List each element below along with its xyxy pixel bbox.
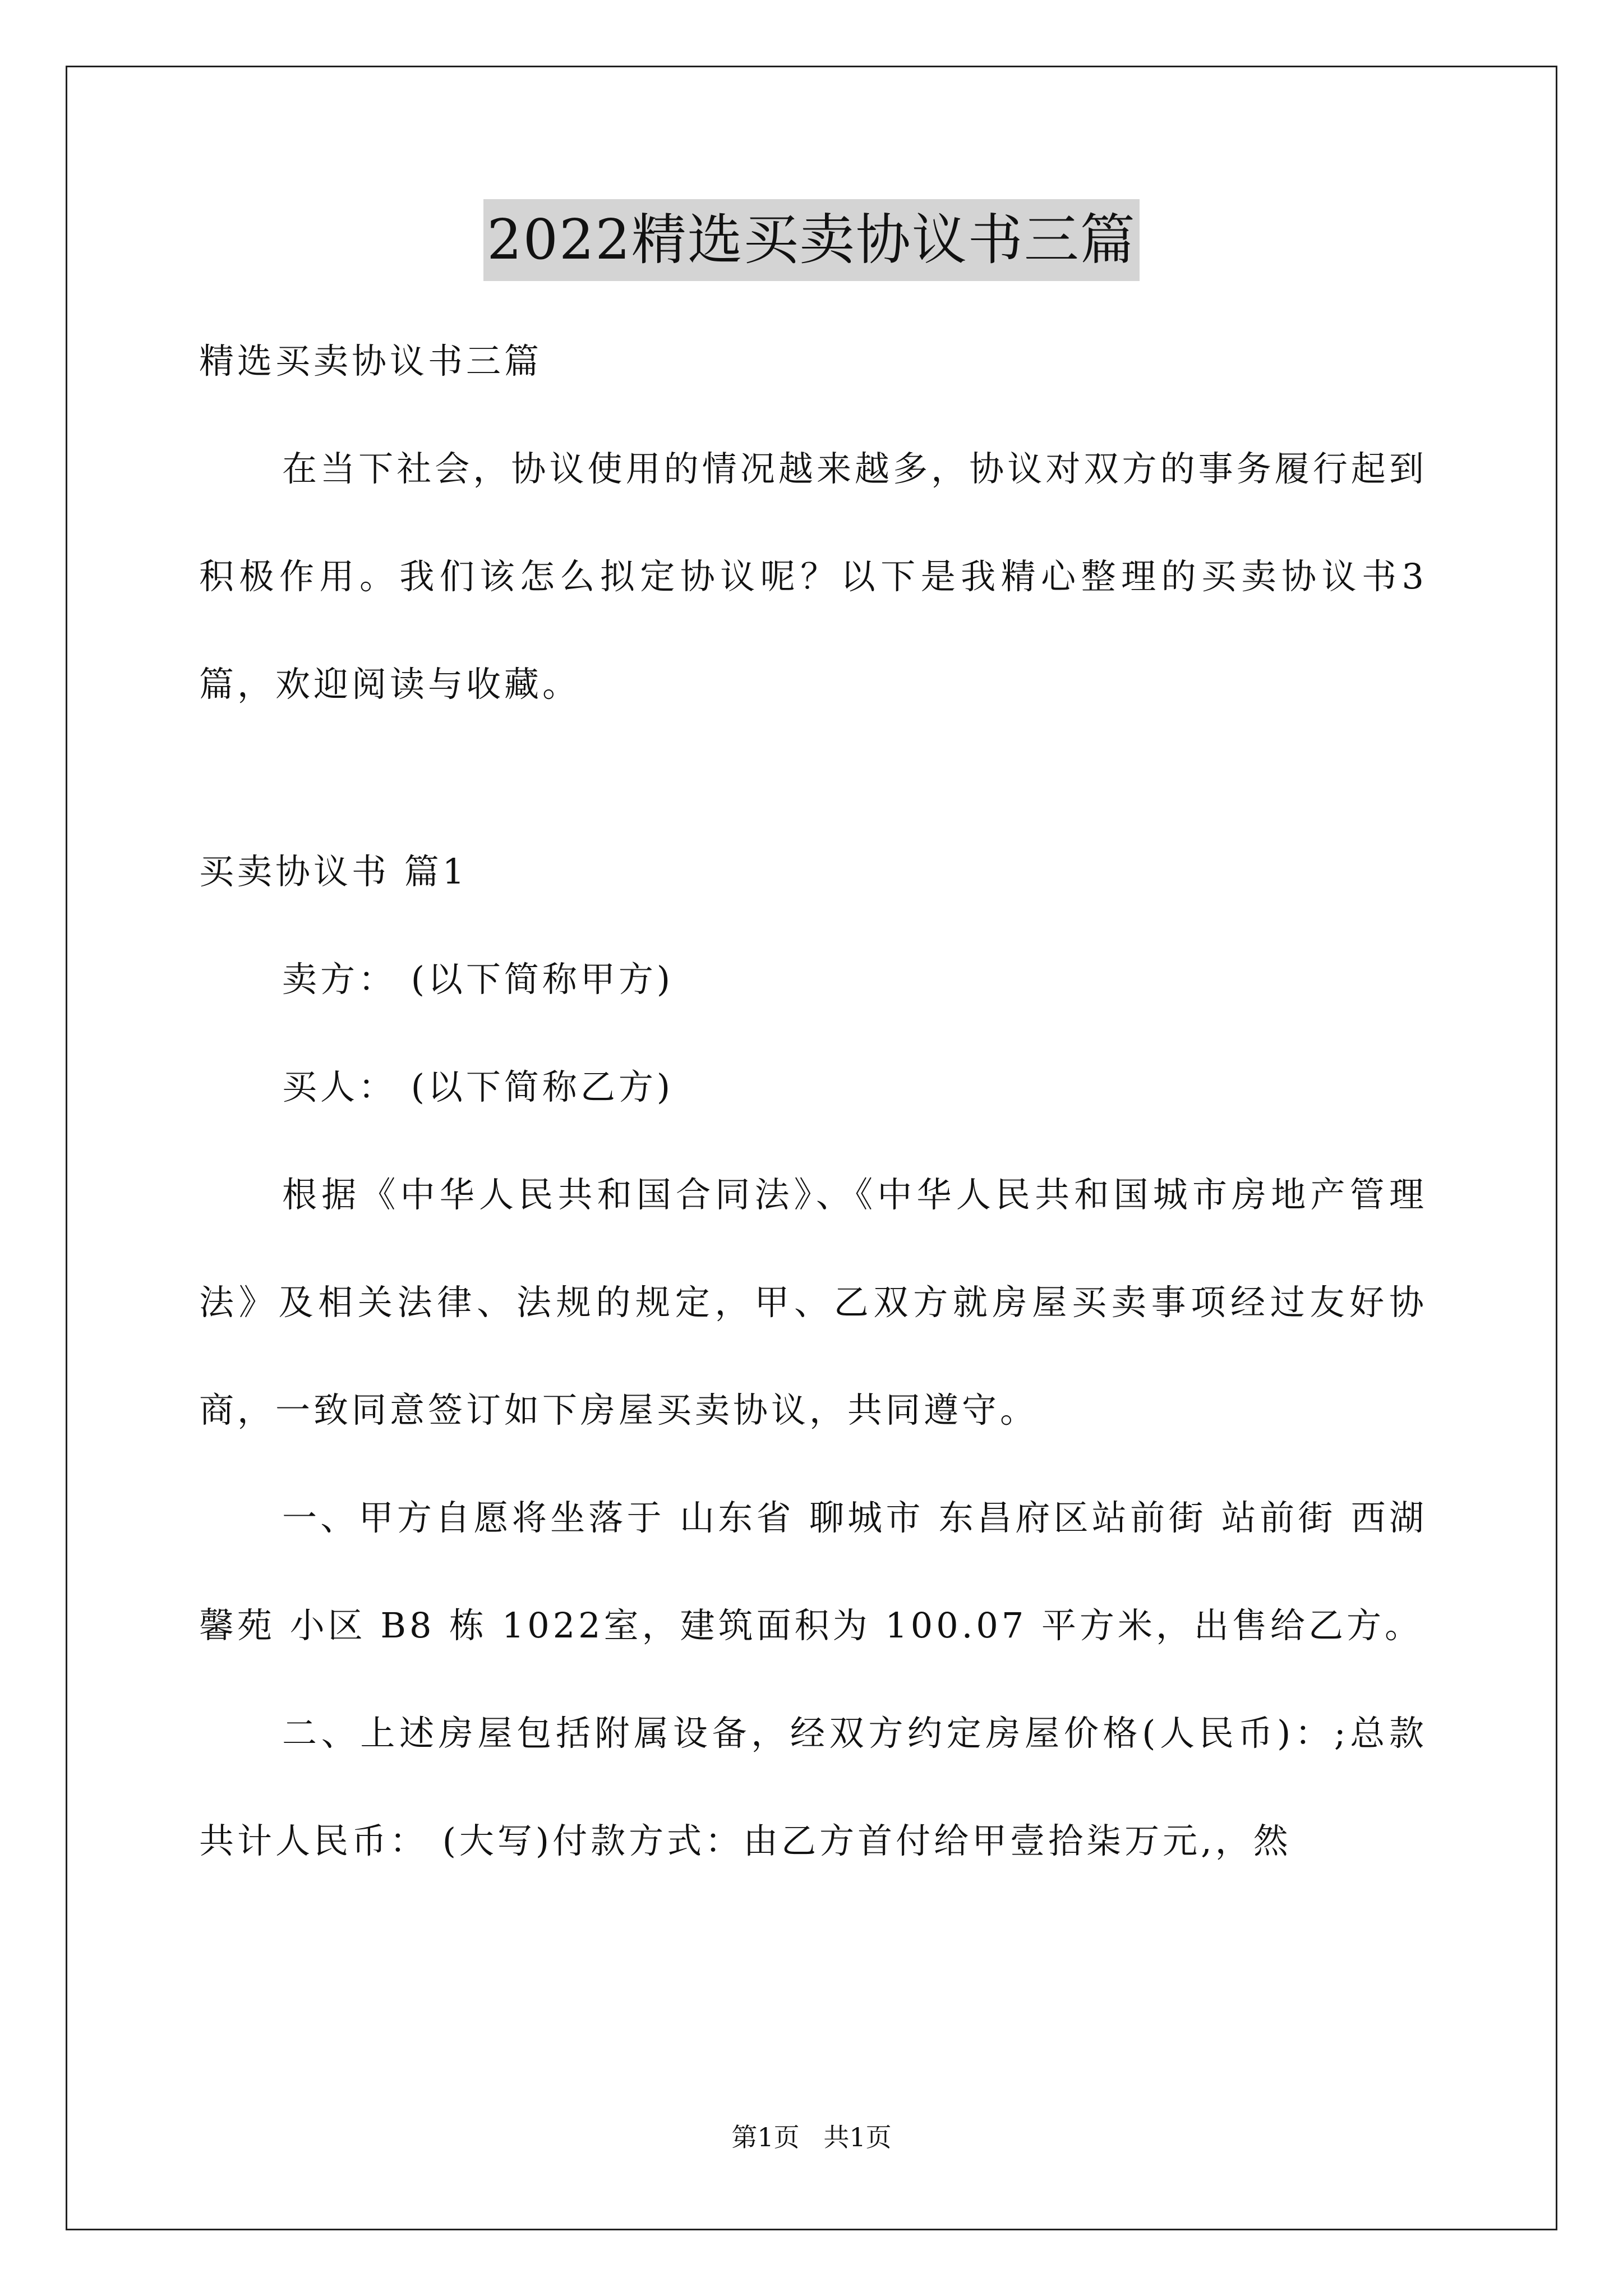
page-number-current: 第1页	[731, 2122, 800, 2152]
document-title: 2022精选买卖协议书三篇	[483, 199, 1139, 281]
page-number-total: 共1页	[823, 2122, 892, 2152]
section-heading: 买卖协议书 篇1	[199, 851, 468, 892]
clause-2-paragraph: 二、上述房屋包括附属设备，经双方约定房屋价格(人民币)：;总款共计人民币： (大写)付款方式：由乙方首付给甲壹拾柒万元,，然	[199, 1713, 1427, 1861]
basis-paragraph: 根据《中华人民共和国合同法》、《中华人民共和国城市房地产管理法》及相关法律、法规的规定，甲、乙双方就房屋买卖事项经过友好协商，一致同意签订如下房屋买卖协议，共同遵守。	[199, 1174, 1427, 1430]
document-subtitle: 精选买卖协议书三篇	[199, 341, 543, 381]
intro-paragraph: 在当下社会，协议使用的情况越来越多，协议对双方的事务履行起到积极作用。我们该怎么拟定协议呢？以下是我精心整理的买卖协议书3篇，欢迎阅读与收藏。	[199, 448, 1427, 705]
page-footer	[0, 2120, 1623, 2154]
seller-line: 卖方： (以下简称甲方)	[282, 959, 674, 1000]
clause-1-paragraph: 一、甲方自愿将坐落于 山东省 聊城市 东昌府区站前街 站前街 西湖馨苑 小区 B8 栋 1022室，建筑面积为 100.07 平方米，出售给乙方。	[199, 1497, 1427, 1646]
title-container	[0, 199, 1623, 281]
buyer-line: 买人： (以下简称乙方)	[282, 1066, 674, 1107]
document-body	[199, 307, 1427, 1895]
